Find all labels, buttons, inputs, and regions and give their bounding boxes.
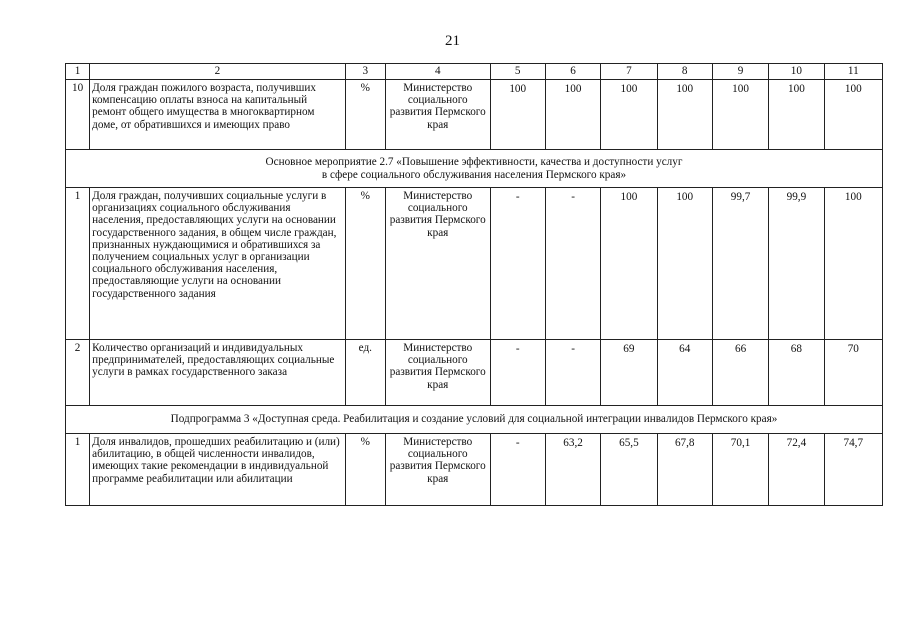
value-cell: 67,8 (657, 434, 712, 506)
header-cell: 4 (385, 64, 490, 80)
table-row (66, 434, 883, 506)
section-title (66, 406, 883, 434)
value-cell: 100 (601, 188, 657, 340)
header-cell: 3 (345, 64, 385, 80)
header-cell: 8 (657, 64, 712, 80)
header-cell: 2 (90, 64, 346, 80)
value-cell: 99,7 (712, 188, 768, 340)
indicators-table (65, 63, 883, 506)
value-cell: 66 (712, 340, 768, 406)
section-title-line: в сфере социального обслуживания населения Пермского края» (321, 168, 627, 181)
indicator-name: Доля граждан, получивших социальные услуги в организациях социального обслуживания населения, предоставляющих услуги на основании государственного задания, в общем числе граждан, признанных нуждающимися и обратившихся за получением социальных услуг в организации социального обслуживания населения, предоставляющие услуги на основании государственного задания (90, 188, 346, 340)
value-cell: - (545, 188, 600, 340)
value-cell: 70,1 (712, 434, 768, 506)
value-cell: 68 (769, 340, 824, 406)
value-cell: 100 (545, 80, 600, 150)
table-row (66, 188, 883, 340)
value-cell: 65,5 (601, 434, 657, 506)
row-number: 10 (66, 80, 90, 150)
section-title-line: Основное мероприятие 2.7 «Повышение эффективности, качества и доступности услуг (265, 156, 683, 169)
row-number: 2 (66, 340, 90, 406)
value-cell: 100 (490, 80, 545, 150)
value-cell: - (545, 340, 600, 406)
header-cell: 5 (490, 64, 545, 80)
unit-cell: % (345, 434, 385, 506)
value-cell: 100 (657, 80, 712, 150)
value-cell: 63,2 (545, 434, 600, 506)
unit-cell: % (345, 80, 385, 150)
value-cell: 100 (601, 80, 657, 150)
indicator-name: Доля инвалидов, прошедших реабилитацию и (или) абилитацию, в общей численности инвалидов, имеющих такие рекомендации в индивидуальной программе реабилитации или абилитации (90, 434, 346, 506)
header-cell: 11 (824, 64, 882, 80)
indicator-name: Доля граждан пожилого возраста, получивших компенсацию оплаты взноса на капитальный ремонт общего имущества в многоквартирном доме, от обратившихся и имеющих право (90, 80, 346, 150)
value-cell: 100 (657, 188, 712, 340)
organization-cell: Министерство социального развития Пермского края (385, 434, 490, 506)
value-cell: - (490, 188, 545, 340)
value-cell: 69 (601, 340, 657, 406)
header-cell: 10 (769, 64, 824, 80)
value-cell: 100 (712, 80, 768, 150)
value-cell: 70 (824, 340, 882, 406)
header-cell: 7 (601, 64, 657, 80)
header-cell: 1 (66, 64, 90, 80)
row-number: 1 (66, 434, 90, 506)
section-title (66, 150, 883, 188)
value-cell: 74,7 (824, 434, 882, 506)
value-cell: 99,9 (769, 188, 824, 340)
value-cell: 100 (769, 80, 824, 150)
organization-cell: Министерство социального развития Пермского края (385, 80, 490, 150)
row-number: 1 (66, 188, 90, 340)
value-cell: 100 (824, 188, 882, 340)
value-cell: 72,4 (769, 434, 824, 506)
unit-cell: % (345, 188, 385, 340)
section-row (66, 406, 883, 434)
section-title-line: Подпрограмма 3 «Доступная среда. Реабилитация и создание условий для социальной интеграции инвалидов Пермского края» (170, 413, 778, 426)
organization-cell: Министерство социального развития Пермского края (385, 340, 490, 406)
organization-cell: Министерство социального развития Пермского края (385, 188, 490, 340)
value-cell: 100 (824, 80, 882, 150)
value-cell: 64 (657, 340, 712, 406)
section-row (66, 150, 883, 188)
table-row (66, 340, 883, 406)
value-cell: - (490, 340, 545, 406)
header-cell: 9 (712, 64, 768, 80)
value-cell: - (490, 434, 545, 506)
table-header-row (66, 64, 883, 80)
unit-cell: ед. (345, 340, 385, 406)
page-number: 21 (445, 33, 460, 49)
header-cell: 6 (545, 64, 600, 80)
table-row (66, 80, 883, 150)
indicator-name: Количество организаций и индивидуальных предпринимателей, предоставляющих социальные услуги в рамках государственного заказа (90, 340, 346, 406)
